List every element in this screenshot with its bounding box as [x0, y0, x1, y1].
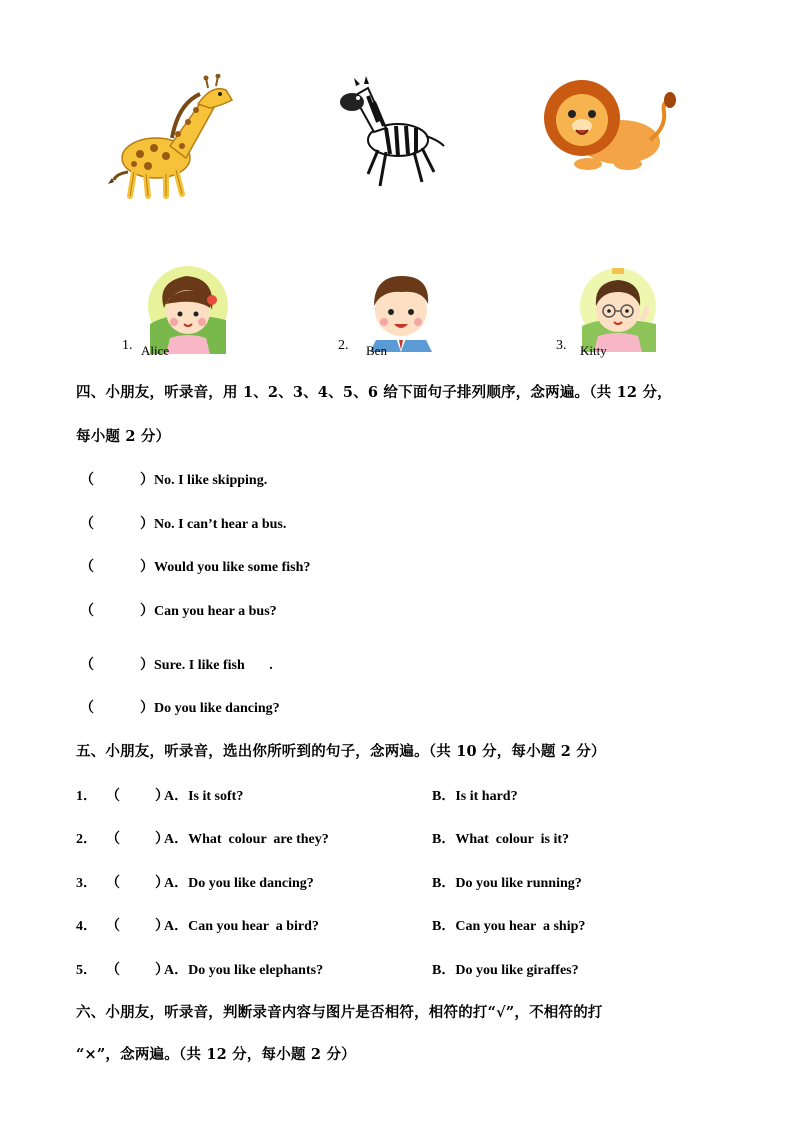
option-b: B．Can you hear a ship? [432, 919, 586, 934]
child-number-2: 2. [338, 338, 349, 353]
question-number: 3． [76, 876, 97, 891]
paren-close: ） [140, 560, 154, 575]
section5-heading: 五、小朋友，听录音，选出你所听到的句子，念两遍。（共 10 分，每小题 2 分） [76, 743, 606, 760]
answer-blank-open[interactable]: （ [80, 658, 94, 673]
zebra-icon [334, 76, 448, 192]
answer-blank-open[interactable]: （ [80, 701, 94, 716]
paren-close: ） [140, 517, 154, 532]
paren-close: ） [140, 701, 154, 716]
answer-blank[interactable]: （ ） [106, 963, 169, 978]
order-item-3 [80, 556, 310, 576]
option-b: B．Do you like running? [432, 876, 582, 891]
answer-blank-open[interactable]: （ [80, 560, 94, 575]
question-number: 5． [76, 963, 97, 978]
sentence-text: No. I can’t hear a bus. [154, 517, 287, 532]
sentence-text: Can you hear a bus? [154, 604, 277, 619]
option-a: A．What colour are they? [164, 832, 329, 847]
answer-blank[interactable]: （ ） [106, 789, 169, 804]
section6-heading-line2: “×”，念两遍。（共 12 分，每小题 2 分） [76, 1046, 356, 1063]
option-a: A．Do you like elephants? [164, 963, 324, 978]
kitty-avatar [578, 264, 658, 352]
option-a: A．Is it soft? [164, 789, 244, 804]
order-item-6 [80, 697, 280, 717]
section4-heading-line2: 每小题 2 分） [76, 428, 171, 445]
option-a: A．Do you like dancing? [164, 876, 314, 891]
paren-close: ） [140, 658, 154, 673]
order-item-4 [80, 600, 277, 620]
child-name-alice: Alice [141, 343, 170, 358]
paren-close: ） [140, 473, 154, 488]
paren-close: ） [140, 604, 154, 619]
alice-avatar [146, 264, 230, 354]
choice-question-4 [76, 915, 586, 935]
order-item-5 [80, 654, 273, 674]
choice-question-1 [76, 785, 518, 805]
question-number: 4． [76, 919, 97, 934]
answer-blank-open[interactable]: （ [80, 604, 94, 619]
option-b: B．Do you like giraffes? [432, 963, 579, 978]
choice-question-3 [76, 872, 582, 892]
section6-heading-line1: 六、小朋友，听录音，判断录音内容与图片是否相符，相符的打“√”，不相符的打 [76, 1004, 603, 1021]
answer-blank[interactable]: （ ） [106, 832, 169, 847]
choice-question-2 [76, 828, 570, 848]
answer-blank[interactable]: （ ） [106, 919, 169, 934]
order-item-1 [80, 469, 267, 489]
lion-icon [538, 78, 676, 172]
choice-question-5 [76, 959, 579, 979]
option-a: A．Can you hear a bird? [164, 919, 319, 934]
answer-blank[interactable]: （ ） [106, 876, 169, 891]
sentence-text: Do you like dancing? [154, 701, 280, 716]
answer-blank-open[interactable]: （ [80, 517, 94, 532]
question-number: 2． [76, 832, 97, 847]
child-name-ben: Ben [366, 343, 387, 358]
option-b: B．Is it hard? [432, 789, 518, 804]
sentence-text: Sure. I like fish . [154, 658, 273, 673]
sentence-text: Would you like some fish? [154, 560, 311, 575]
option-b: B．What colour is it? [432, 832, 570, 847]
question-number: 1． [76, 789, 97, 804]
section4-heading-line1: 四、小朋友，听录音，用 1、2、3、4、5、6 给下面句子排列顺序，念两遍。（共 12 分， [76, 384, 672, 401]
child-number-3: 3. [556, 338, 567, 353]
order-item-2 [80, 513, 286, 533]
child-number-1: 1. [122, 338, 133, 353]
sentence-text: No. I like skipping. [154, 473, 268, 488]
child-name-kitty: Kitty [580, 343, 607, 358]
ben-avatar [366, 270, 436, 352]
answer-blank-open[interactable]: （ [80, 473, 94, 488]
giraffe-icon [108, 74, 240, 200]
